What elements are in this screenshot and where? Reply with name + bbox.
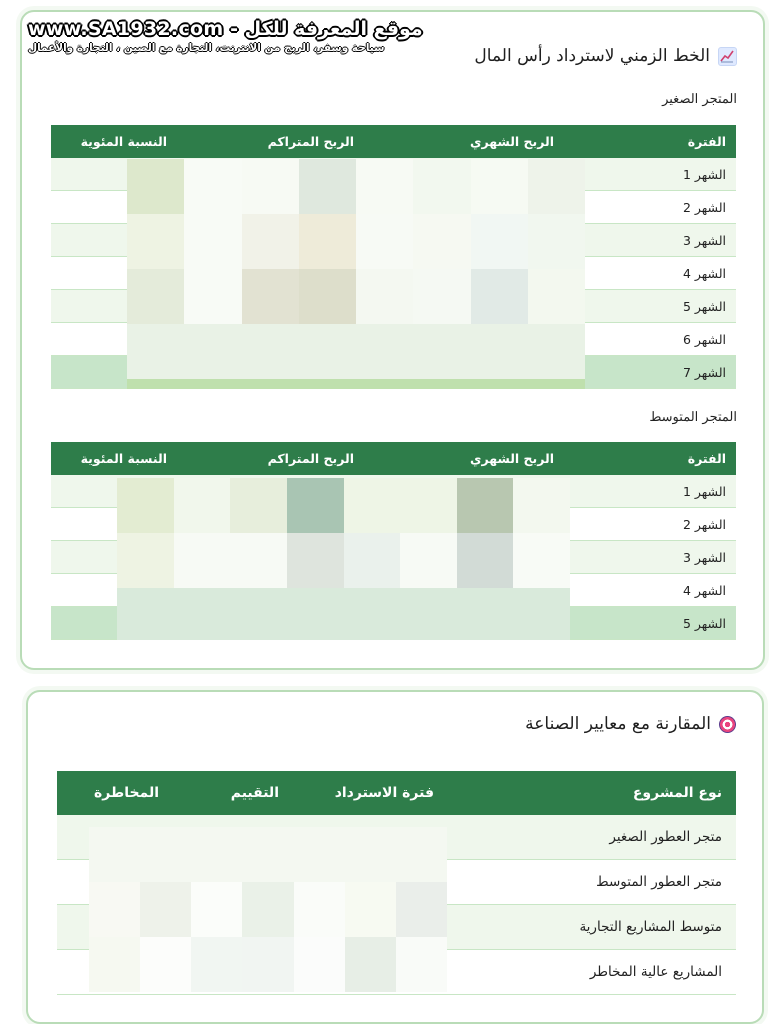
timeline-title-text: الخط الزمني لاسترداد رأس المال xyxy=(474,46,710,66)
watermark-title: موقع المعرفة للكل - www.SA1932.com xyxy=(28,18,423,40)
blurred-values-area xyxy=(127,159,585,389)
period-cell: الشهر 4 xyxy=(564,257,736,290)
col-project-type: نوع المشروع xyxy=(448,771,736,815)
chart-increasing-icon xyxy=(718,47,737,66)
col-risk: المخاطرة xyxy=(57,771,173,815)
comparison-section-title xyxy=(525,714,736,734)
period-cell: الشهر 3 xyxy=(564,541,736,574)
project-type-cell: متجر العطور المتوسط xyxy=(448,860,736,905)
project-type-cell: متوسط المشاريع التجارية xyxy=(448,905,736,950)
project-type-cell: المشاريع عالية المخاطر xyxy=(448,950,736,995)
blurred-values-area xyxy=(117,478,570,640)
timeline-section-title xyxy=(474,46,737,66)
table-header-row xyxy=(57,771,736,815)
period-cell: الشهر 1 xyxy=(564,158,736,191)
col-rating: التقييم xyxy=(173,771,293,815)
period-cell: الشهر 5 xyxy=(564,607,736,640)
col-cumulative-profit: الربح المتراكم xyxy=(177,125,364,158)
medium-store-label: المتجر المتوسط xyxy=(649,410,737,425)
period-cell: الشهر 1 xyxy=(564,475,736,508)
table-header-row xyxy=(51,442,736,475)
small-store-label: المتجر الصغير xyxy=(662,92,737,107)
site-watermark xyxy=(28,18,423,54)
col-percentage: النسبة المئوية xyxy=(51,125,177,158)
period-cell: الشهر 4 xyxy=(564,574,736,607)
target-icon xyxy=(719,716,736,733)
project-type-cell: متجر العطور الصغير xyxy=(448,815,736,860)
comparison-title-text: المقارنة مع معايير الصناعة xyxy=(525,714,711,734)
col-cumulative-profit: الربح المتراكم xyxy=(177,442,364,475)
table-header-row xyxy=(51,125,736,158)
period-cell: الشهر 7 xyxy=(564,356,736,389)
watermark-subtitle: سياحة وسفر، الربح من الانترنت، التجارة مع الصين ، التجارة والأعمال xyxy=(28,42,385,54)
period-cell: الشهر 6 xyxy=(564,323,736,356)
period-cell: الشهر 2 xyxy=(564,508,736,541)
col-period: الفترة xyxy=(564,125,736,158)
period-cell: الشهر 5 xyxy=(564,290,736,323)
col-payback-period: فترة الاسترداد xyxy=(293,771,448,815)
col-monthly-profit: الربح الشهري xyxy=(364,125,564,158)
industry-comparison-card xyxy=(26,690,764,1024)
col-monthly-profit: الربح الشهري xyxy=(364,442,564,475)
col-period: الفترة xyxy=(564,442,736,475)
period-cell: الشهر 2 xyxy=(564,191,736,224)
blurred-values-area xyxy=(89,827,447,992)
col-percentage: النسبة المئوية xyxy=(51,442,177,475)
period-cell: الشهر 3 xyxy=(564,224,736,257)
payback-timeline-card xyxy=(20,10,765,670)
